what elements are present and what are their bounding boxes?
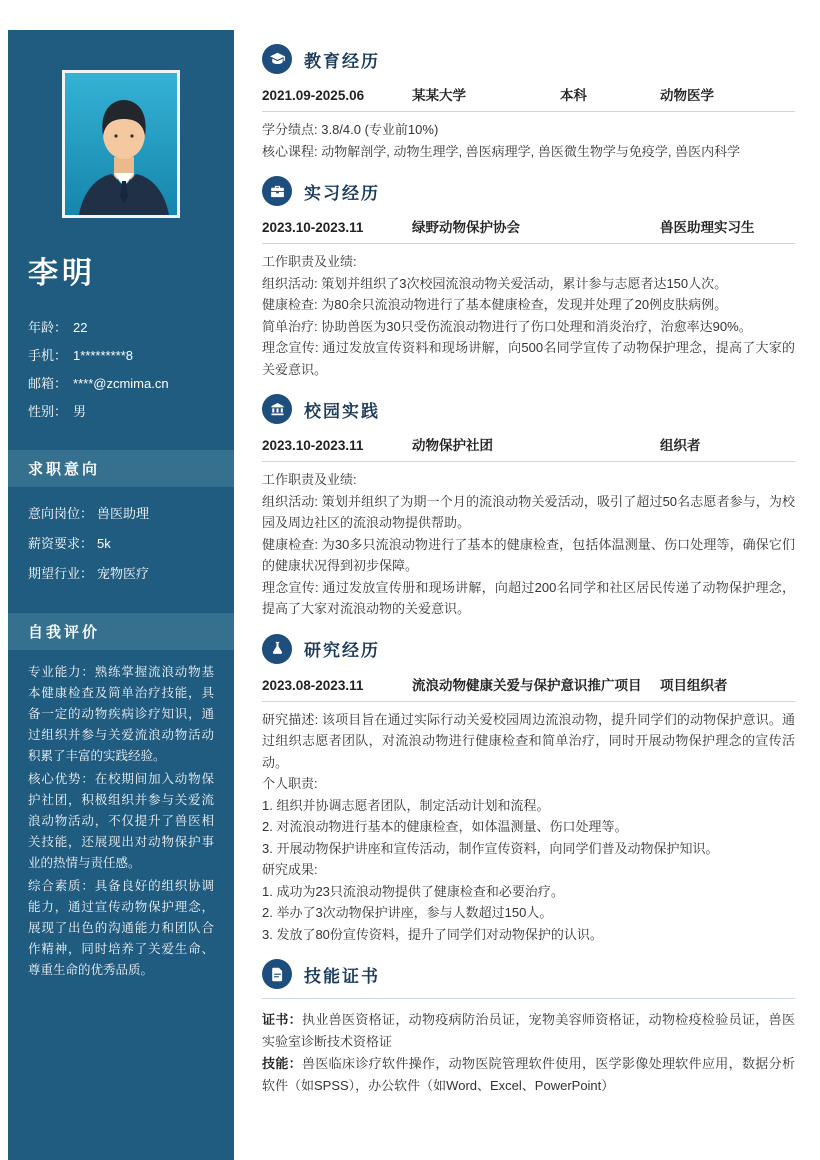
main-content: [262, 30, 795, 1111]
job-intent-label: 期望行业：: [28, 566, 94, 581]
candidate-name: 李明: [28, 257, 96, 290]
contact-label: 邮箱：: [28, 376, 68, 391]
job-intent-salary: [28, 529, 214, 559]
contact-phone: [28, 342, 214, 370]
contact-label: 性别：: [28, 404, 68, 419]
entry-major: 动物医学: [660, 88, 714, 103]
contact-value: ****@zcmima.cn: [73, 376, 169, 391]
section-title: 校园实践: [304, 401, 380, 421]
job-intent-value: 5k: [97, 536, 111, 551]
entry-date: 2021.09-2025.06: [262, 88, 365, 103]
education-entry-row: [262, 84, 795, 112]
education-body: [262, 119, 795, 162]
contact-info: [28, 314, 214, 426]
body-line: 学分绩点: 3.8/4.0 (专业前10%): [262, 122, 439, 137]
section-skills: [262, 959, 795, 1097]
body-line: 研究成果:: [262, 862, 318, 877]
certificate-icon: [262, 959, 292, 989]
flask-icon: [262, 634, 292, 664]
contact-gender: [28, 398, 214, 426]
profile-photo: [62, 70, 180, 218]
certificates-line: [262, 1009, 795, 1053]
research-header: [262, 634, 795, 664]
contact-age: [28, 314, 214, 342]
body-line: 2. 对流浪动物进行基本的健康检查，如体温测量、伤口处理等。: [262, 819, 628, 834]
internship-body: [262, 251, 795, 380]
body-line: 组织活动: 策划并组织了为期一个月的流浪动物关爱活动，吸引了超过50名志愿者参与，为校园及周边社区的流浪动物提供帮助。: [262, 493, 795, 530]
body-line: 理念宣传: 通过发放宣传资料和现场讲解，向500名同学宣传了动物保护理念，提高了大家的关爱意识。: [262, 340, 795, 377]
body-line: 研究描述: 该项目旨在通过实际行动关爱校园周边流浪动物，提升同学们的动物保护意识。通过组织志愿者团队，对流浪动物进行健康检查和简单治疗，同时开展动物保护理念的宣传活动。: [262, 711, 795, 770]
internship-header: [262, 176, 795, 206]
section-research: [262, 634, 795, 946]
entry-date: 2023.10-2023.11: [262, 438, 364, 453]
contact-value: 1*********8: [73, 348, 134, 363]
body-line: 组织活动: 策划并组织了3次校园流浪动物关爱活动，累计参与志愿者达150人次。: [262, 275, 728, 291]
campus-body: [262, 469, 795, 620]
education-header: [262, 44, 795, 74]
body-line: 理念宣传: 通过发放宣传册和现场讲解，向超过200名同学和社区居民传递了动物保护理念，提高了大家对流浪动物的关爱意识。: [262, 579, 795, 616]
section-title: 实习经历: [304, 183, 380, 203]
job-intent-value: 宠物医疗: [97, 566, 150, 581]
skills-label: 技能：: [262, 1056, 302, 1071]
job-intent-position: [28, 499, 214, 529]
self-eval-paragraph: 核心优势：在校期间加入动物保护社团，积极组织并参与关爱流浪动物活动，不仅提升了兽医相关技能，还展现出对动物保护事业的热情与责任感。: [28, 772, 214, 870]
contact-value: 22: [73, 320, 88, 335]
skills-line: [262, 1053, 795, 1097]
body-line: 个人职责:: [262, 776, 318, 791]
certificates-text: 执业兽医资格证，动物疫病防治员证，宠物美容师资格证，动物检疫检验员证，兽医实验室诊断技术资格证: [262, 1012, 795, 1049]
contact-email: [28, 370, 214, 398]
internship-entry-row: [262, 216, 795, 244]
entry-date: 2023.10-2023.11: [262, 220, 364, 235]
entry-date: 2023.08-2023.11: [262, 677, 364, 693]
body-line: 工作职责及业绩:: [262, 254, 357, 269]
entry-school: 某某大学: [412, 88, 466, 103]
entry-role: 组织者: [660, 438, 701, 453]
job-intent-label: 意向岗位：: [28, 506, 94, 521]
body-line: 核心课程: 动物解剖学, 动物生理学, 兽医病理学, 兽医微生物学与免疫学, 兽医内科学: [262, 143, 741, 159]
body-line: 健康检查: 为30多只流浪动物进行了基本的健康检查，包括体温测量、伤口处理等，确保它们的健康状况得到初步保障。: [262, 536, 795, 573]
body-line: 简单治疗: 协助兽医为30只受伤流浪动物进行了伤口处理和消炎治疗，治愈率达90%。: [262, 318, 752, 334]
school-building-icon: [262, 394, 292, 424]
certificates-label: 证书：: [262, 1012, 302, 1027]
entry-organization: 动物保护社团: [412, 438, 493, 453]
entry-organization: 绿野动物保护协会: [412, 220, 520, 235]
section-title: 技能证书: [304, 966, 380, 986]
job-intent-value: 兽医助理: [97, 506, 150, 521]
campus-entry-row: [262, 434, 795, 462]
section-education: [262, 44, 795, 162]
job-intent-block: [28, 450, 214, 589]
body-line: 健康检查: 为80余只流浪动物进行了基本健康检查，发现并处理了20例皮肤病例。: [262, 297, 728, 312]
skills-body: [262, 1009, 795, 1097]
section-title: 教育经历: [304, 51, 380, 71]
briefcase-icon: [262, 176, 292, 206]
body-line: 1. 组织并协调志愿者团队，制定活动计划和流程。: [262, 797, 550, 813]
campus-header: [262, 394, 795, 424]
body-line: 2. 举办了3次动物保护讲座，参与人数超过150人。: [262, 905, 553, 920]
section-title: 研究经历: [304, 641, 380, 660]
entry-degree: 本科: [560, 88, 587, 103]
avatar-illustration: [65, 73, 180, 218]
self-eval-header: 自我评价: [8, 613, 234, 650]
contact-value: 男: [73, 404, 87, 419]
entry-role: 兽医助理实习生: [660, 220, 755, 235]
skills-text: 兽医临床诊疗软件操作，动物医院管理软件使用，医学影像处理软件应用，数据分析软件（如SPSS），办公软件（如Word、Excel、PowerPoint）: [262, 1056, 795, 1093]
graduation-cap-icon: [262, 44, 292, 74]
entry-role: 项目组织者: [660, 677, 728, 693]
job-intent-header: 求职意向: [8, 450, 234, 487]
job-intent-label: 薪资要求：: [28, 536, 94, 551]
body-line: 3. 开展动物保护讲座和宣传活动，制作宣传资料，向同学们普及动物保护知识。: [262, 840, 719, 856]
self-eval-block: [28, 613, 214, 981]
entry-project: 流浪动物健康关爱与保护意识推广项目: [412, 677, 642, 693]
body-line: 工作职责及业绩:: [262, 472, 357, 487]
sidebar: [8, 30, 234, 1160]
skills-header: [262, 959, 795, 999]
body-line: 3. 发放了80份宣传资料，提升了同学们对动物保护的认识。: [262, 926, 603, 942]
section-internship: [262, 176, 795, 380]
research-entry-row: [262, 674, 795, 702]
contact-label: 手机：: [28, 348, 68, 363]
contact-label: 年龄：: [28, 320, 68, 335]
self-eval-paragraph: 综合素质：具备良好的组织协调能力，通过宣传动物保护理念，展现了出色的沟通能力和团队合作精神，同时培养了关爱生命、尊重生命的优秀品质。: [28, 879, 214, 977]
job-intent-industry: [28, 559, 214, 589]
body-line: 1. 成功为23只流浪动物提供了健康检查和必要治疗。: [262, 883, 564, 899]
self-eval-paragraph: 专业能力：熟练掌握流浪动物基本健康检查及简单治疗技能，具备一定的动物疾病诊疗知识，通过组织并参与关爱流浪动物活动积累了丰富的实践经验。: [28, 665, 214, 763]
section-campus: [262, 394, 795, 620]
research-body: [262, 709, 795, 946]
